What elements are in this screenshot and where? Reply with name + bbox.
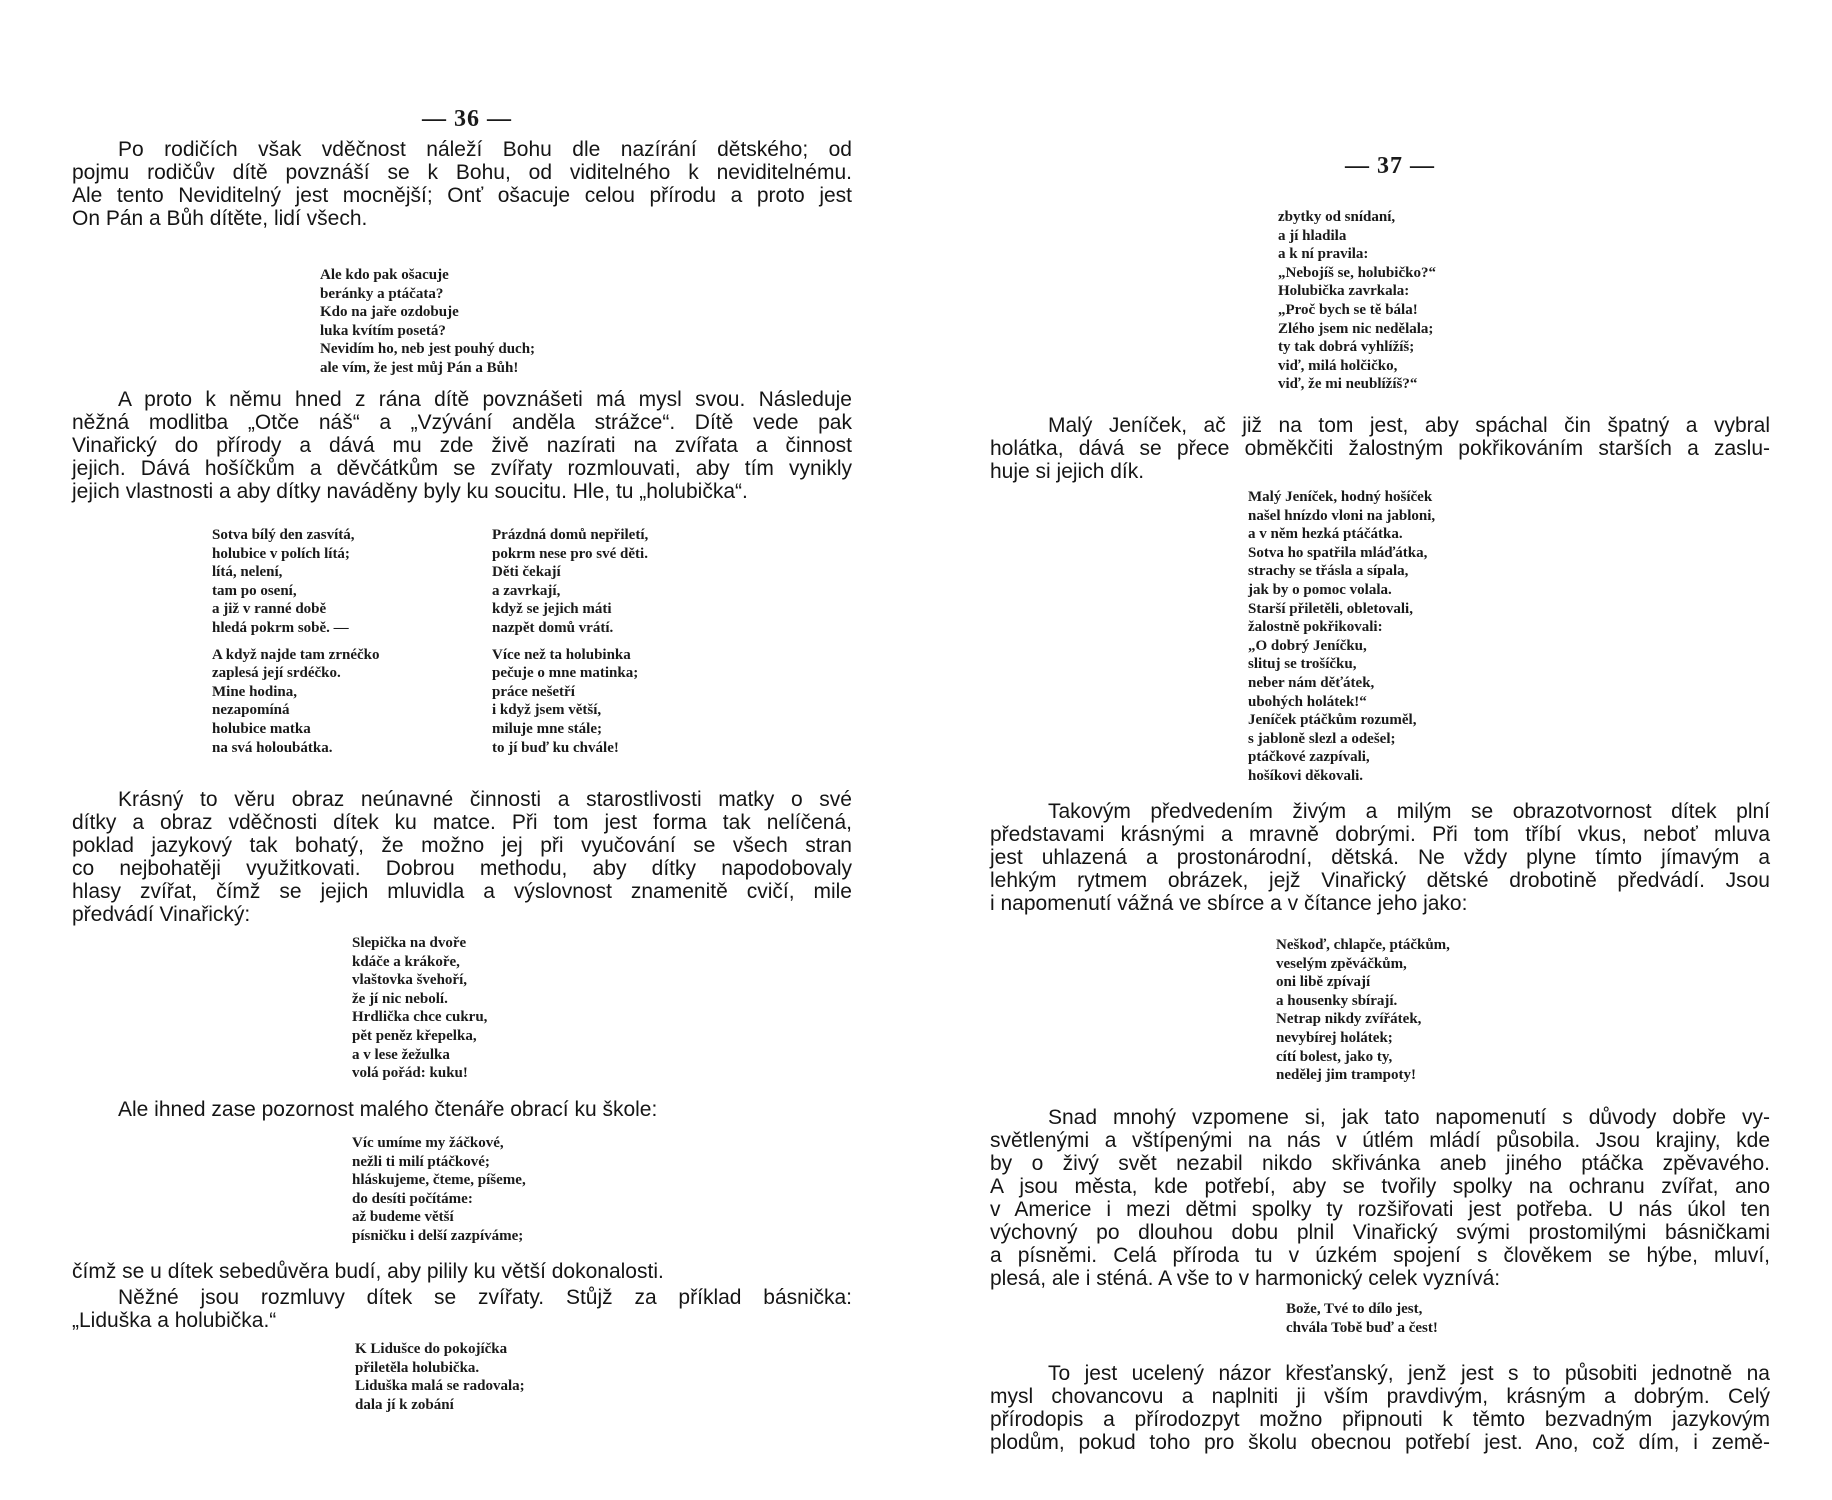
- verse-line: zbytky od snídaní,: [1278, 209, 1396, 225]
- text-line: Takovým předvedením živým a milým se obrazotvornost dítek plní: [1048, 800, 1770, 823]
- verse-line: miluje mne stále;: [492, 720, 602, 737]
- text-line: by o živý svět nezabil nikdo skřivánka aneb jiného ptáčka zpěvavého.: [990, 1152, 1770, 1175]
- text-line: jejich. Dává hošíčkům a děvčátkům se zvířaty rozmlouvati, aby tím vynikly: [72, 457, 852, 480]
- verse-line: a jí hladila: [1278, 227, 1347, 244]
- verse-line: cítí bolest, jako ty,: [1276, 1048, 1393, 1065]
- text-line: huje si jejich dík.: [990, 460, 1145, 483]
- verse-line: pět peněz křepelka,: [352, 1027, 477, 1044]
- verse-line: strachy se třásla a sípala,: [1248, 563, 1409, 580]
- verse-line: dala jí k zobání: [355, 1396, 454, 1413]
- verse-line: písničku i delší zazpíváme;: [352, 1227, 524, 1244]
- verse-line: Kdo na jaře ozdobuje: [320, 304, 459, 321]
- verse-line: luka kvítím posetá?: [320, 322, 446, 339]
- verse-line: Ale kdo pak ošacuje: [320, 267, 449, 283]
- verse-line: i když jsem větší,: [492, 702, 602, 719]
- verse-line: viď, že mi neublížíš?“: [1278, 376, 1418, 393]
- page-number: — 36 —: [422, 106, 512, 132]
- verse-line: Liduška malá se radovala;: [355, 1378, 525, 1395]
- verse-line: nevybírej holátek;: [1276, 1029, 1393, 1046]
- verse-line: ty tak dobrá vyhlížíš;: [1278, 339, 1415, 356]
- text-line: něžná modlitba „Otče náš“ a „Vzývání anděla strážce“. Dítě vede pak: [72, 411, 852, 434]
- text-line: v Americe i mezi dětmi spolky ty rozšiřovati jest potřeba. U nás úkol ten: [990, 1198, 1770, 1221]
- verse-line: Nevidím ho, neb jest pouhý duch;: [320, 341, 536, 358]
- verse-line: neber nám děťátek,: [1248, 674, 1375, 691]
- verse-line: nezapomíná: [212, 702, 290, 719]
- text-line: pojmu rodičův dítě povznáší se k Bohu, od viditelného k neviditelnému.: [72, 161, 852, 184]
- text-line: jejich vlastnosti a aby dítky naváděny byly ku soucitu. Hle, tu „holubička“.: [72, 480, 748, 503]
- paragraph: [990, 1106, 1770, 1290]
- poem-two-column: [212, 526, 772, 766]
- verse-line: Slepička na dvoře: [352, 935, 467, 951]
- verse-line: a v něm hezká ptáčátka.: [1248, 526, 1403, 543]
- verse-line: beránky a ptáčata?: [320, 285, 444, 302]
- text-line: i napomenutí vážná ve sbírce a v čítance jeho jako:: [990, 892, 1468, 915]
- verse-line: pečuje o mne matinka;: [492, 665, 639, 682]
- verse-line: Sotva ho spatřila mláďátka,: [1248, 544, 1428, 561]
- verse-line: holubice matka: [212, 720, 311, 737]
- verse-line: pokrm nese pro své děti.: [492, 545, 648, 562]
- poem: [320, 266, 535, 378]
- text-line: Krásný to věru obraz neúnavné činnosti a starostlivosti matky o své: [118, 788, 852, 811]
- text-line: Ale tento Neviditelný jest mocnější; Onť ošacuje celou přírodu a proto jest: [72, 184, 852, 207]
- text-line: To jest ucelený názor křesťanský, jenž jest s to působiti jednotně na: [1048, 1362, 1770, 1385]
- paragraph: [72, 1286, 852, 1332]
- verse-line: Jeníček ptáčkům rozuměl,: [1248, 712, 1417, 729]
- verse-line: viď, milá holčičko,: [1278, 357, 1398, 374]
- paragraph: [990, 1362, 1770, 1454]
- verse-line: do desíti počítáme:: [352, 1190, 473, 1207]
- paragraph: [990, 800, 1770, 915]
- verse-line: kdáče a krákoře,: [352, 953, 460, 970]
- text-line: přírodopis a přírodozpyt možno připnouti k těmto bezvadným jazykovým: [990, 1408, 1770, 1431]
- verse-line: Bože, Tvé to dílo jest,: [1286, 1301, 1423, 1317]
- paragraph: [72, 388, 852, 503]
- verse-line: vlaštovka švehoří,: [352, 972, 468, 989]
- poem: [352, 934, 487, 1083]
- text-line: lehkým rytmem obrázek, jejž Vinařický dětské drobotině předvádí. Jsou: [990, 869, 1770, 892]
- text-line: Ale ihned zase pozornost malého čtenáře obrací ku škole:: [118, 1098, 658, 1121]
- text-line: předvádí Vinařický:: [72, 903, 251, 926]
- poem: [1276, 936, 1450, 1085]
- text-line: hlasy zvířat, čímž se jejich mluvidla a výslovnost znamenitě cvičí, mile: [72, 880, 852, 903]
- verse-line: Prázdná domů nepřiletí,: [492, 527, 649, 543]
- text-line: poklad jazykový tak bohatý, že možno jej při vyučování se všech stran: [72, 834, 852, 857]
- paragraph: [72, 788, 852, 926]
- poem-column-left: [212, 526, 380, 765]
- verse-line: ptáčkové zazpívali,: [1248, 749, 1370, 766]
- verse-line: K Lidušce do pokojíčka: [355, 1341, 508, 1357]
- paragraph: [72, 1098, 852, 1121]
- text-line: Vinařický do přírody a dává mu zde živě nazírati na zvířata a činnost: [72, 434, 852, 457]
- verse-line: Netrap nikdy zvířátek,: [1276, 1011, 1422, 1028]
- verse-line: jak by o pomoc volala.: [1248, 581, 1392, 598]
- verse-line: přiletěla holubička.: [355, 1359, 480, 1376]
- verse-line: a housenky sbírají.: [1276, 992, 1398, 1009]
- verse-line: Sotva bílý den zasvítá,: [212, 527, 355, 543]
- text-line: jest uhlazená a prostonárodní, dětská. Ne vždy plyne tímto jímavým a: [990, 846, 1770, 869]
- verse-line: s jabloně slezl a odešel;: [1248, 730, 1396, 747]
- text-line: „Liduška a holubička.“: [72, 1309, 277, 1332]
- text-line: mysl chovancovu a naplniti ji vším pravdivým, krásným a dobrým. Celý: [990, 1385, 1770, 1408]
- poem: [1286, 1300, 1438, 1337]
- poem: [355, 1340, 525, 1414]
- verse-line: nazpět domů vrátí.: [492, 619, 614, 636]
- verse-line: „O dobrý Jeníčku,: [1248, 637, 1367, 654]
- text-line: On Pán a Bůh dítěte, lidí všech.: [72, 207, 368, 230]
- text-line: co nejbohatěji využitkovati. Dobrou methodu, aby dítky napodobovaly: [72, 857, 852, 880]
- stanza: [212, 526, 380, 638]
- verse-line: „Proč bych se tě bála!: [1278, 301, 1418, 318]
- verse-line: Malý Jeníček, hodný hošíček: [1248, 489, 1433, 505]
- text-line: plesá, ale i sténá. A vše to v harmonický celek vyznívá:: [990, 1267, 1501, 1290]
- verse-line: volá pořád: kuku!: [352, 1065, 468, 1082]
- verse-line: až budeme větší: [352, 1209, 454, 1226]
- text-line: Něžné jsou rozmluvy dítek se zvířaty. Stůjž za příklad básnička:: [118, 1286, 852, 1309]
- verse-line: když se jejich máti: [492, 601, 612, 618]
- verse-line: to jí buď ku chvále!: [492, 739, 619, 756]
- verse-line: práce nešetří: [492, 683, 575, 700]
- verse-line: Starší přiletěli, obletovali,: [1248, 600, 1413, 617]
- verse-line: našel hnízdo vloni na jabloni,: [1248, 507, 1436, 524]
- verse-line: oni libě zpívají: [1276, 974, 1371, 991]
- text-line: plodům, pokud toho pro školu obecnou potřebí jest. Ano, což dím, i země-: [990, 1431, 1770, 1454]
- verse-line: chvála Tobě buď a čest!: [1286, 1319, 1438, 1336]
- text-line: čímž se u dítek sebedůvěra budí, aby pilily ku větší dokonalosti.: [72, 1260, 664, 1283]
- verse-line: a již v ranné době: [212, 601, 327, 618]
- paragraph: [990, 414, 1770, 483]
- verse-line: Více než ta holubinka: [492, 646, 631, 663]
- verse-line: Děti čekají: [492, 564, 561, 581]
- verse-line: a k ní pravila:: [1278, 246, 1369, 263]
- text-line: dítky a obraz vděčnosti dítek ku matce. Při tom jest forma tak nelíčená,: [72, 811, 852, 834]
- verse-line: veselým zpěváčkům,: [1276, 955, 1407, 972]
- text-line: A proto k němu hned z rána dítě povznášeti má mysl svou. Následuje: [118, 388, 852, 411]
- text-line: Malý Jeníček, ač již na tom jest, aby spáchal čin špatný a vybral: [1048, 414, 1770, 437]
- verse-line: ubohých holátek!“: [1248, 693, 1367, 710]
- verse-line: nedělej jim trampoty!: [1276, 1067, 1416, 1084]
- text-line: Po rodičích však vděčnost náleží Bohu dle nazírání dětského; od: [118, 138, 852, 161]
- page-number: — 37 —: [1345, 153, 1435, 179]
- verse-line: hledá pokrm sobě. —: [212, 619, 349, 636]
- verse-line: Zlého jsem nic nedělala;: [1278, 320, 1434, 337]
- stanza: [492, 526, 648, 638]
- stanza: [212, 646, 380, 758]
- poem: [1278, 208, 1436, 394]
- stanza: [492, 646, 648, 758]
- poem-column-right: [492, 526, 648, 765]
- text-line: Snad mnohý vzpomene si, jak tato napomenutí s důvody dobře vy-: [1048, 1106, 1770, 1129]
- text-line: světlenými a vštípenými na nás v útlém mládí působila. Jsou krajiny, kde: [990, 1129, 1770, 1152]
- verse-line: že jí nic nebolí.: [352, 990, 448, 1007]
- verse-line: holubice v polích lítá;: [212, 545, 350, 562]
- verse-line: Víc umíme my žáčkové,: [352, 1135, 504, 1151]
- text-line: a písněmi. Celá příroda tu v úzkém spojení s člověkem se hýbe, mluví,: [990, 1244, 1770, 1267]
- text-line: představami krásnými a mravně dobrými. Při tom tříbí vkus, neboť mluva: [990, 823, 1770, 846]
- verse-line: hláskujeme, čteme, píšeme,: [352, 1172, 526, 1189]
- poem: [1248, 488, 1435, 786]
- verse-line: a zavrkají,: [492, 582, 561, 599]
- verse-line: zaplesá její srdéčko.: [212, 665, 341, 682]
- verse-line: Hrdlička chce cukru,: [352, 1009, 488, 1026]
- verse-line: lítá, nelení,: [212, 564, 283, 581]
- verse-line: slituj se trošíčku,: [1248, 656, 1357, 673]
- verse-line: hošíkovi děkovali.: [1248, 767, 1364, 784]
- text-line: holátka, dává se přece obměkčiti žalostným pokřikováním starších a zaslu-: [990, 437, 1770, 460]
- poem: [352, 1134, 526, 1246]
- verse-line: „Nebojíš se, holubičko?“: [1278, 264, 1436, 281]
- text-line: A jsou města, kde potřebí, aby se tvořily spolky na ochranu zvířat, ano: [990, 1175, 1770, 1198]
- verse-line: a v lese žežulka: [352, 1046, 450, 1063]
- verse-line: tam po osení,: [212, 582, 297, 599]
- verse-line: Mine hodina,: [212, 683, 298, 700]
- text-line: výchovný po dlouhou dobu plnil Vinařický svými prostomilými básničkami: [990, 1221, 1770, 1244]
- paragraph: [72, 1260, 852, 1283]
- paragraph: [72, 138, 852, 230]
- verse-line: žalostně pokřikovali:: [1248, 619, 1383, 636]
- verse-line: A když najde tam zrnéčko: [212, 646, 380, 663]
- verse-line: nežli ti milí ptáčkové;: [352, 1153, 490, 1170]
- verse-line: Neškoď, chlapče, ptáčkům,: [1276, 937, 1450, 953]
- verse-line: Holubička zavrkala:: [1278, 283, 1410, 300]
- verse-line: na svá holoubátka.: [212, 739, 333, 756]
- verse-line: ale vím, že jest můj Pán a Bůh!: [320, 359, 519, 376]
